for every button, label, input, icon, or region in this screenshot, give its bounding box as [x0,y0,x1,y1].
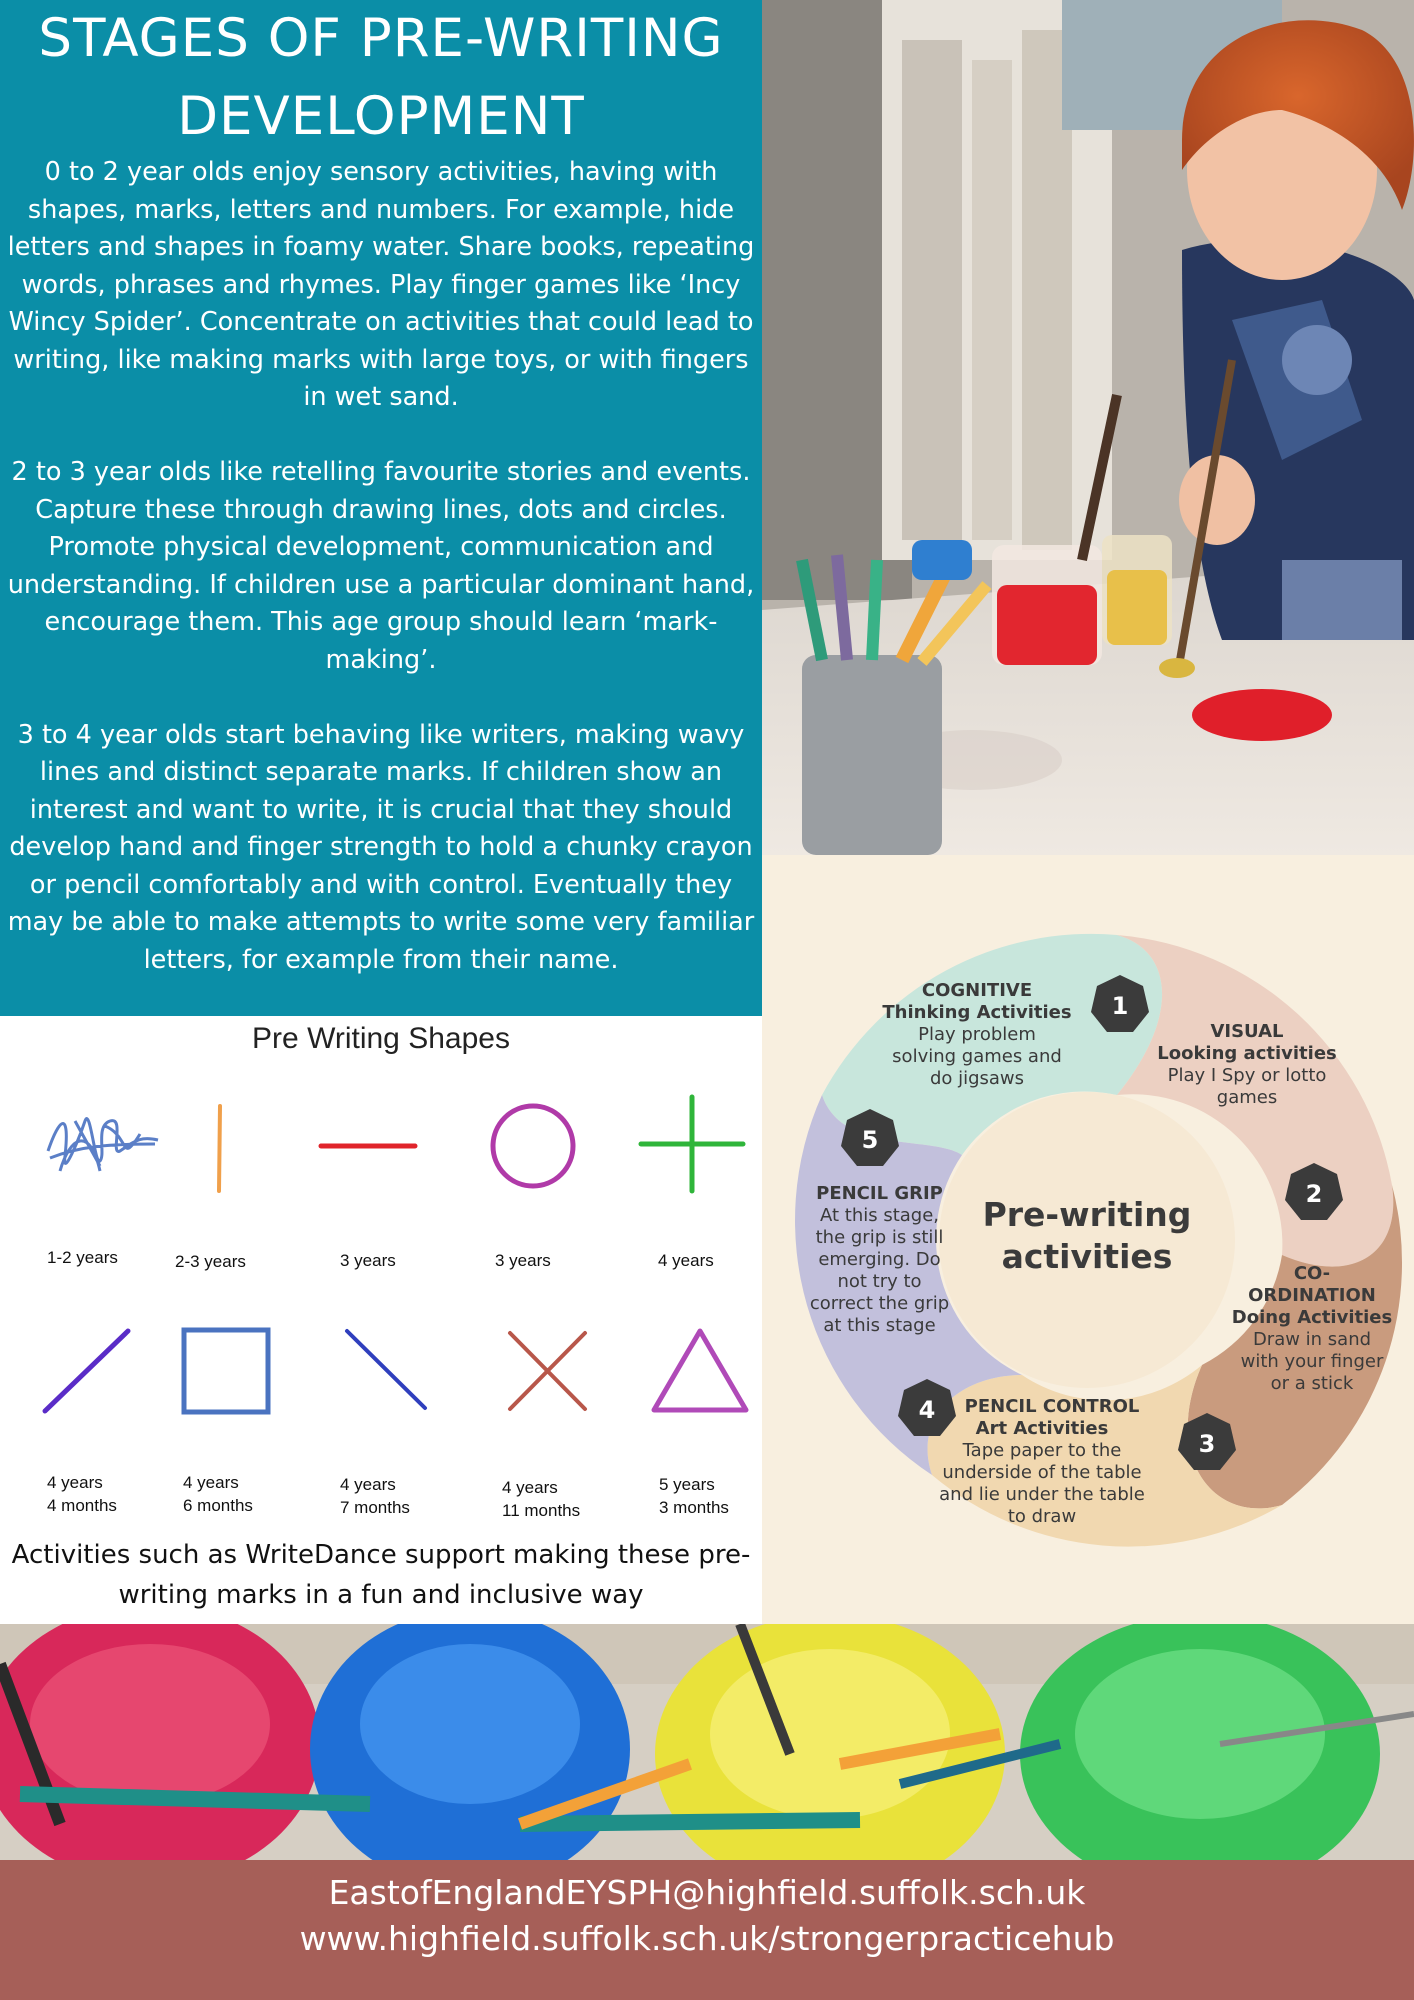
intro-panel [0,0,762,1016]
vertical-line-shape [210,1101,230,1196]
pre-writing-activities-diagram [762,855,1414,1624]
age-label-triangle: 5 years 3 months [659,1475,729,1517]
diagonal-left-shape [342,1326,432,1416]
badge-1-number: 1 [1111,992,1129,1020]
age-label-horizontal-line: 3 years [340,1251,396,1270]
horizontal-line-shape [318,1136,418,1156]
footer-email-link[interactable]: EastofEnglandEYSPH@highfield.suffolk.sch.uk [328,1873,1086,1912]
segment-visual-text: VISUAL Looking activities Play I Spy or lotto games [1157,1021,1337,1108]
age-label-scribble: 1-2 years [47,1248,118,1267]
cross-shape [638,1094,746,1194]
badge-4-number: 4 [918,1396,936,1424]
paint-pots-illustration [0,1624,1414,1860]
paragraph-0-2-years: 0 to 2 year olds enjoy sensory activities, having with shapes, marks, letters and numbers. For example, hide letters and shapes in foamy water. Share books, repeating words, phrases and rhymes. Play finger games like ‘Incy Wincy Spider’. Concentrate on activities that could lead to writing, like making marks with large toys, or with fingers in wet sand. [7,157,755,412]
age-label-cross: 4 years [658,1251,714,1270]
child-painting-photo [762,0,1414,855]
footer-contact [0,1860,1414,2000]
scribble-path [48,1119,158,1171]
paragraph-3-4-years: 3 to 4 year olds start behaving like writers, making wavy lines and distinct separate marks. If children show an interest and want to write, it is crucial that they should develop hand and finger strength to hold a chunky crayon or pencil comfortably and with control. Eventually they may be able to make attempts to write some very familiar letters, for example from their name. [7,719,755,975]
segment-pencil-control-text: PENCIL CONTROL Art Activities Tape paper to the underside of the table and lie under the table to draw [939,1396,1145,1527]
square-shape [180,1326,272,1416]
page-title: STAGES OF PRE-WRITING DEVELOPMENT [38,8,724,147]
segment-cognitive-text: COGNITIVE Thinking Activities Play problem solving games and do jigsaws [882,980,1072,1089]
paint-pots-photo [0,1624,1414,1860]
badge-5-number: 5 [861,1126,879,1154]
badge-3-number: 3 [1198,1430,1216,1458]
shapes-title: Pre Writing Shapes [252,1022,510,1055]
age-label-square: 4 years 6 months [183,1473,253,1515]
segment-pencil-grip-text: PENCIL GRIP At this stage, the grip is still emerging. Do not try to correct the grip at this stage [809,1183,950,1336]
pre-writing-shapes-panel [0,1016,762,1624]
age-label-x: 4 years 11 months [502,1478,581,1520]
center-title: Pre-writing activities [982,1195,1192,1276]
x-shape [505,1328,590,1414]
diagonal-right-shape [40,1326,135,1416]
segment-coordination-text: CO- ORDINATION Doing Activities Draw in sand with your finger or a stick [1231,1263,1393,1394]
footer-website-link[interactable]: www.highfield.suffolk.sch.uk/strongerpracticehub [299,1919,1115,1958]
age-label-diagonal-right: 4 years 4 months [47,1473,117,1515]
age-label-diagonal-left: 4 years 7 months [340,1475,410,1517]
triangle-shape [648,1326,752,1416]
badge-2-number: 2 [1305,1180,1323,1208]
paragraph-2-3-years: 2 to 3 year olds like retelling favourite stories and events. Capture these through drawing lines, dots and circles. Promote physical development, communication and understanding. If children use a particular dominant hand, encourage them. This age group should learn ‘mark-making’. [7,457,755,675]
scribble-shape [40,1096,165,1186]
child-painting-illustration [762,0,1414,855]
circle-shape [488,1101,578,1191]
age-label-circle: 3 years [495,1251,551,1270]
shapes-caption: Activities such as WriteDance support making these pre-writing marks in a fun and inclusive way [11,1540,751,1610]
age-label-vertical-line: 2-3 years [175,1252,246,1271]
